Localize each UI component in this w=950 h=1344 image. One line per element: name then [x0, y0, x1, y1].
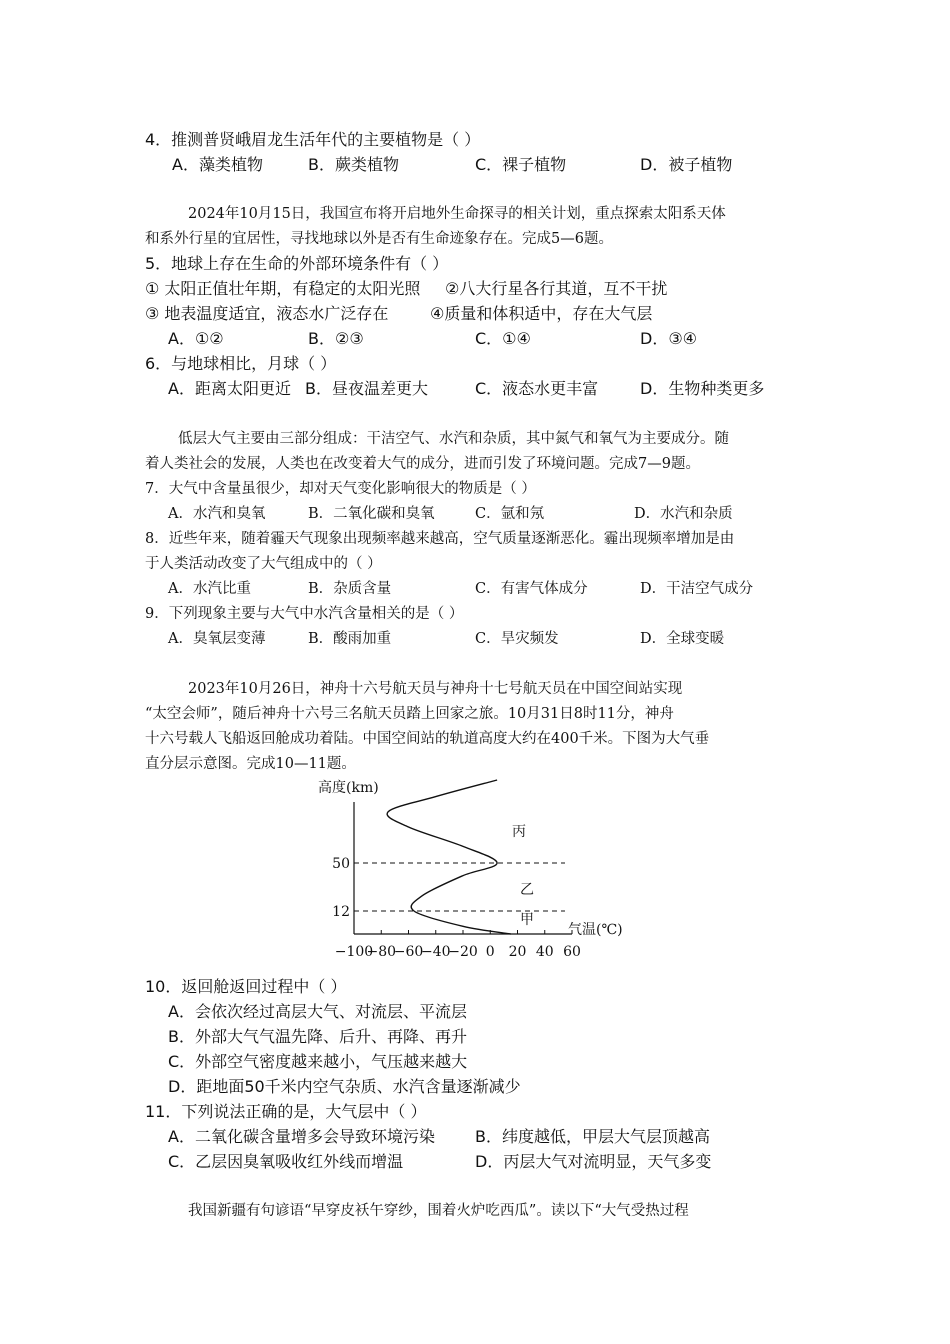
q11-option-c: C．乙层因臭氧吸收红外线而增温: [168, 1152, 404, 1171]
q5-option-b: B．②③: [308, 329, 364, 348]
q5-option-a: A．①②: [168, 329, 224, 348]
atmosphere-layer-chart: [310, 772, 640, 964]
x-tick-label: −80: [366, 944, 397, 960]
q4-option-c: C．裸子植物: [475, 155, 567, 174]
q11-stem: 11．下列说法正确的是，大气层中（ ）: [145, 1102, 427, 1121]
layer-label-jia: 甲: [520, 912, 534, 928]
passage1-line2: 和系外行星的宜居性，寻找地球以外是否有生命迹象存在。完成5—6题。: [145, 231, 613, 247]
q4-option-a: A．藻类植物: [172, 155, 263, 174]
passage3-line2: “太空会师”，随后神舟十六号三名航天员踏上回家之旅。10月31日8时11分，神舟: [145, 706, 674, 722]
q4-stem: 4．推测普贤峨眉龙生活年代的主要植物是（ ）: [145, 130, 481, 149]
q11-option-d: D．丙层大气对流明显，天气多变: [475, 1152, 712, 1171]
q7-option-a: A．水汽和臭氧: [168, 506, 266, 522]
x-axis-label: 气温(℃): [568, 922, 623, 938]
q7-option-c: C．氩和氖: [475, 506, 545, 522]
passage4-line1: 我国新疆有句谚语“早穿皮袄午穿纱，围着火炉吃西瓜”。读以下“大气受热过程: [188, 1203, 689, 1219]
q6-option-c: C．液态水更丰富: [475, 379, 599, 398]
q11-option-b: B．纬度越低，甲层大气层顶越高: [475, 1127, 710, 1146]
passage3-line4: 直分层示意图。完成10—11题。: [145, 756, 356, 772]
q7-option-d: D．水汽和杂质: [634, 506, 733, 522]
q6-option-d: D．生物种类更多: [640, 379, 765, 398]
q8-option-c: C．有害气体成分: [475, 581, 588, 597]
q8-option-d: D．干洁空气成分: [640, 581, 754, 597]
y-axis-label: 高度(km): [318, 780, 379, 796]
x-tick-label: −40: [420, 944, 451, 960]
x-tick-label: −100: [334, 944, 374, 960]
q4-option-b: B．蕨类植物: [308, 155, 399, 174]
q6-stem: 6．与地球相比，月球（ ）: [145, 354, 337, 373]
x-tick-label: 0: [485, 944, 495, 960]
q8-option-a: A．水汽比重: [168, 581, 251, 597]
layer-label-yi: 乙: [520, 882, 534, 898]
q5-condition-3: ③ 地表温度适宜，液态水广泛存在: [145, 304, 389, 323]
q10-stem: 10．返回舱返回过程中（ ）: [145, 977, 347, 996]
y-tick-label: 12: [332, 904, 350, 920]
q9-stem: 9．下列现象主要与大气中水汽含量相关的是（ ）: [145, 606, 464, 622]
q8-stem-line1: 8．近些年来，随着霾天气现象出现频率越来越高，空气质量逐渐恶化。霾出现频率增加是由: [145, 531, 735, 547]
q10-option-d: D．距地面50千米内空气杂质、水汽含量逐渐减少: [168, 1077, 521, 1096]
q4-option-d: D．被子植物: [640, 155, 733, 174]
q9-option-b: B．酸雨加重: [308, 631, 392, 647]
q10-option-c: C．外部空气密度越来越小，气压越来越大: [168, 1052, 468, 1071]
y-tick-label: 50: [332, 856, 350, 872]
q10-option-b: B．外部大气气温先降、后升、再降、再升: [168, 1027, 467, 1046]
x-tick-label: −60: [393, 944, 424, 960]
q8-stem-line2: 于人类活动改变了大气组成中的（ ）: [145, 556, 382, 572]
x-tick-label: 60: [563, 944, 581, 960]
q11-option-a: A．二氧化碳含量增多会导致环境污染: [168, 1127, 435, 1146]
q5-option-d: D．③④: [640, 329, 698, 348]
q7-option-b: B．二氧化碳和臭氧: [308, 506, 435, 522]
q7-stem: 7．大气中含量虽很少，却对天气变化影响很大的物质是（ ）: [145, 481, 536, 497]
q6-option-b: B．昼夜温差更大: [305, 379, 428, 398]
q10-option-a: A．会依次经过高层大气、对流层、平流层: [168, 1002, 467, 1021]
q5-condition-2: ②八大行星各行其道，互不干扰: [445, 279, 668, 298]
passage3-line1: 2023年10月26日，神舟十六号航天员与神舟十七号航天员在中国空间站实现: [188, 681, 683, 697]
q5-option-c: C．①④: [475, 329, 531, 348]
x-tick-label: 40: [535, 944, 554, 960]
q8-option-b: B．杂质含量: [308, 581, 392, 597]
passage3-line3: 十六号载人飞船返回舱成功着陆。中国空间站的轨道高度大约在400千米。下图为大气垂: [145, 731, 710, 747]
q6-option-a: A．距离太阳更近: [168, 379, 291, 398]
passage1-line1: 2024年10月15日，我国宣布将开启地外生命探寻的相关计划，重点探索太阳系天体: [188, 206, 726, 222]
q9-option-a: A．臭氧层变薄: [168, 631, 266, 647]
layer-label-bing: 丙: [512, 824, 526, 840]
q5-condition-4: ④质量和体积适中，存在大气层: [430, 304, 653, 323]
x-tick-label: 20: [508, 944, 527, 960]
passage2-line1: 低层大气主要由三部分组成：干洁空气、水汽和杂质，其中氮气和氧气为主要成分。随: [178, 431, 729, 447]
q5-condition-1: ① 太阳正值壮年期，有稳定的太阳光照: [145, 279, 421, 298]
x-tick-label: −20: [448, 944, 478, 960]
passage2-line2: 着人类社会的发展，人类也在改变着大气的成分，进而引发了环境问题。完成7—9题。: [145, 456, 700, 472]
q9-option-d: D．全球变暖: [640, 631, 725, 647]
q9-option-c: C．旱灾频发: [475, 631, 559, 647]
q5-stem: 5．地球上存在生命的外部环境条件有（ ）: [145, 254, 449, 273]
